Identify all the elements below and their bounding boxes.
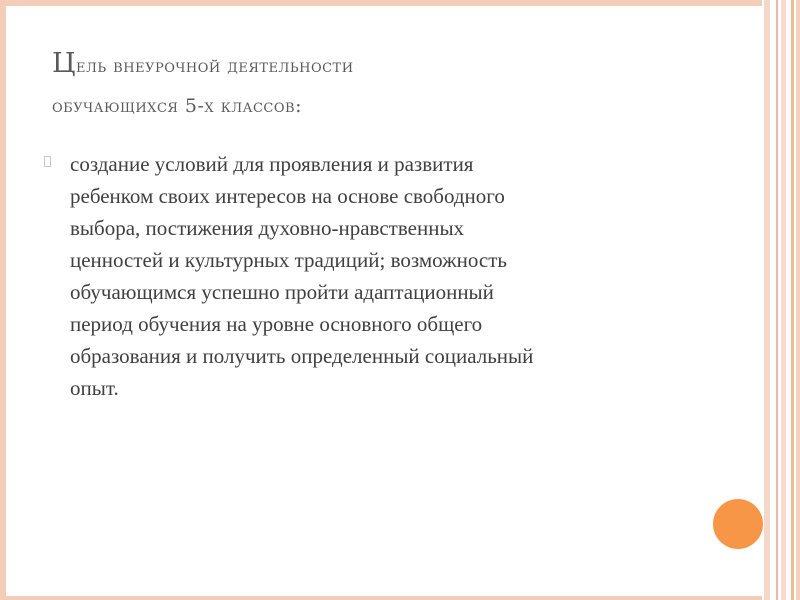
bullet-line: создание условий для проявления и развития [70, 152, 474, 176]
bullet-line: обучающимся успешно пройти адаптационный [70, 280, 494, 304]
stripe [796, 0, 800, 600]
title-line-2: обучающихся 5-х классов: [52, 95, 302, 117]
bullet-line: выбора, постижения духовно-нравственных [70, 216, 465, 240]
bullet-line: ребенком своих интересов на основе свободного [70, 184, 505, 208]
stripe [776, 0, 778, 600]
stripe [781, 0, 786, 600]
frame-bottom-border [0, 596, 800, 600]
decorative-stripes [762, 0, 800, 600]
bullet-item [40, 148, 680, 404]
frame-top-border [0, 0, 800, 6]
stripe [791, 0, 794, 600]
bullet-line: ценностей и культурных традиций; возможность [70, 248, 507, 272]
bullet-line: образования и получить определенный социальный [70, 344, 534, 368]
decorative-circle-icon [713, 499, 763, 549]
title-line-1: Цель внеурочной деятельности [52, 48, 354, 79]
bullet-text [70, 148, 680, 404]
stripe [764, 0, 770, 600]
bullet-line: период обучения на уровне основного общего [70, 312, 483, 336]
slide-title [52, 44, 712, 126]
bullet-line: опыт. [70, 376, 119, 400]
frame-left-border [0, 0, 6, 600]
slide-body [40, 148, 680, 404]
bullet-icon [44, 156, 51, 167]
